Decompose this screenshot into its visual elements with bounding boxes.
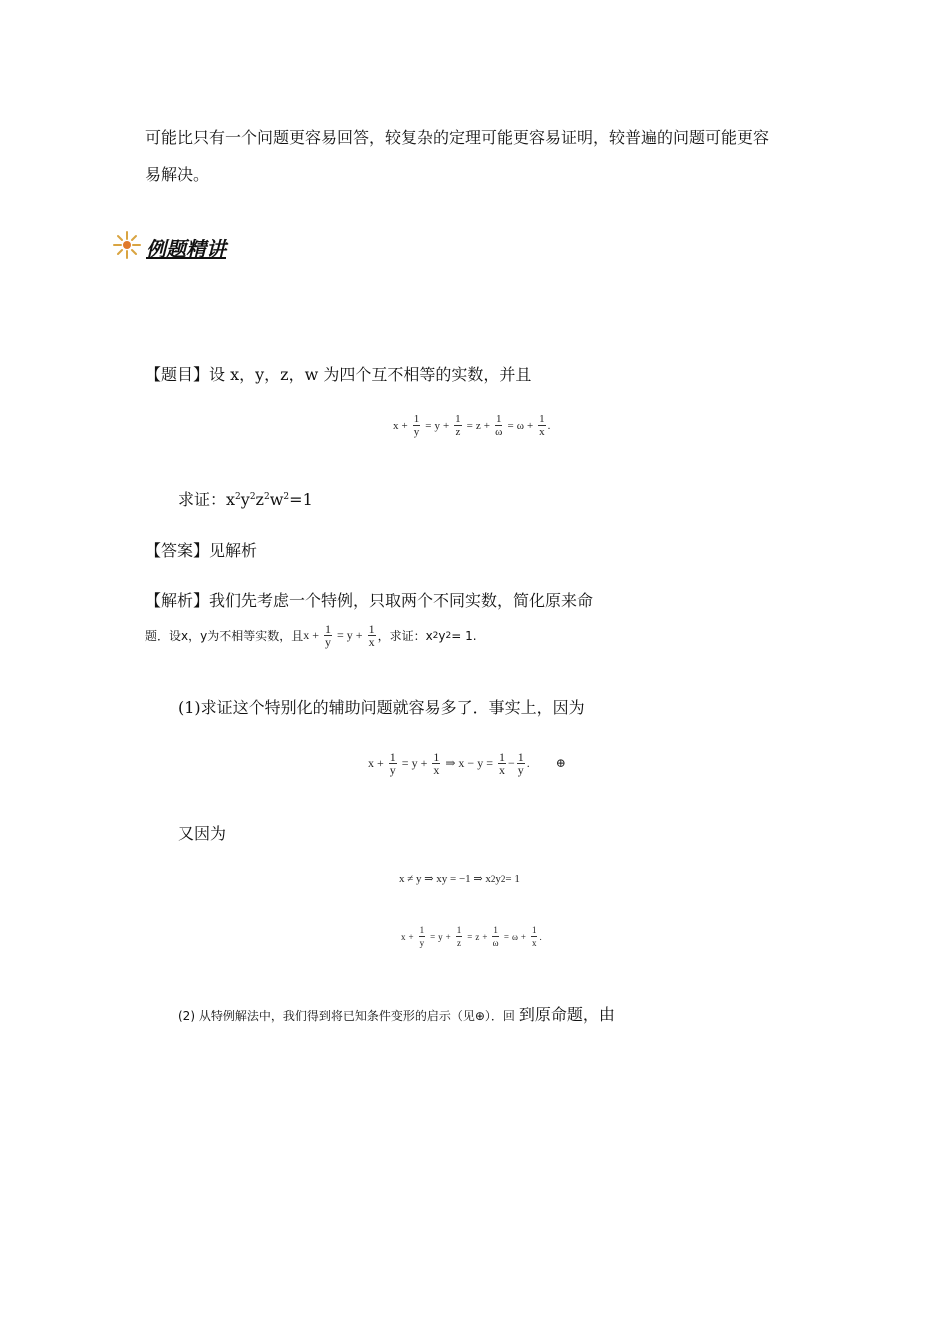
step2-suffix: 到原命题，由 [518,1005,615,1024]
step2-line [178,1005,615,1025]
sparkle-icon [112,230,142,260]
equation-problem-chain: x + $\frac{1}{y}$ = y + $\frac{1}{z}$ = z + $\frac{1}{\omega}$ = ω + $\frac{1}{x}$ . [393,413,551,438]
equation-special-case: x + $\frac{1}{y}$ = y + $\frac{1}{x}$ [303,622,375,649]
problem-label: 【题目】设 x，y，z，w 为四个互不相等的实数，并且 [145,365,532,384]
answer-label: 【答案】见解析 [145,541,258,560]
youyinwei-text: 又因为 [178,824,227,843]
section-heading: 例题精讲 [146,237,226,261]
analysis-line-2: 题．设x，y为不相等实数，且 x + $\frac{1}{y}$ = y + $\frac{1}{x}$ ，求证：x 2 y 2 = 1. [145,622,477,649]
analysis-line-1: 【解析】我们先考虑一个特例，只取两个不同实数，简化原来命 [145,591,594,610]
intro-line-1: 可能比只有一个问题更容易回答，较复杂的定理可能更容易证明，较普遍的问题可能更容 [145,128,770,147]
intro-line-2: 易解决。 [145,165,210,184]
equation-step1: x + $\frac{1}{y}$ = y + $\frac{1}{x}$ ⇒ x − y = $\frac{1}{x}$ − $\frac{1}{y}$ . ⊕ [368,750,566,777]
equation-xy: x ≠ y ⇒ xy = −1 ⇒ x 2 y 2 = 1 [399,872,520,885]
circle-plus-mark: ⊕ [555,756,566,770]
prove-statement: 求证：$x^2y^2z^2w^2=1$ [178,490,313,509]
step2-prefix: (2) 从特例解法中，我们得到将已知条件变形的启示（见⊕）．回 [178,1009,515,1023]
step1-text: (1)求证这个特别化的辅助问题就容易多了．事实上，因为 [178,698,585,717]
equation-chain-small: x + $\frac{1}{y}$ = y + $\frac{1}{z}$ = z + $\frac{1}{\omega}$ = ω + $\frac{1}{x}$ . [401,925,542,948]
